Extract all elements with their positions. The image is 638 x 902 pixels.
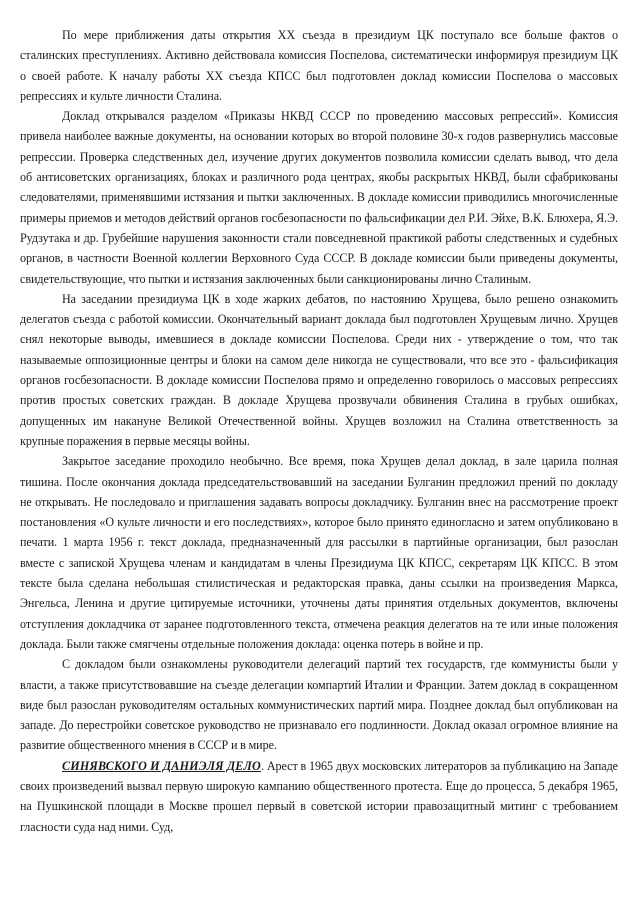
document-page <box>20 25 618 895</box>
article-heading-term: СИНЯВСКОГО И ДАНИЭЛЯ ДЕЛО <box>62 758 261 773</box>
paragraph-6 <box>20 756 618 837</box>
paragraph-2: Доклад открывался разделом «Приказы НКВД СССР по проведению массовых репрессий». Комиссия привела наиболее важные документы, на основании которых во второй половине 30-х годов развернулись массовые репрессии. Проверка следственных дел, изучение других документов позволила комиссии сделать вывод, что дела об антисоветских организациях, блоках и различного рода центрах, якобы раскрытых НКВД, были сфабрикованы следователями, применявшими истязания и пытки заключенных. В докладе комиссии приводились многочисленные примеры приемов и методов действий органов госбезопасности по фальсификации дел Р.И. Эйхе, В.К. Блюхера, Я.Э. Рудзутака и др. Грубейшие нарушения законности стали повседневной практикой работы следственных и судебных органов, в частности Военной коллегии Верховного Суда СССР. В докладе комиссии были приведены документы, свидетельствующие, что пытки и истязания заключенных были санкционированы лично Сталиным. <box>20 109 618 286</box>
paragraph-3: На заседании президиума ЦК в ходе жарких дебатов, по настоянию Хрущева, было решено ознакомить делегатов съезда с работой комиссии. Окончательный вариант доклада был подготовлен Хрущевым лично. Хрущев снял некоторые выводы, имевшиеся в докладе комиссии Поспелова. Среди них - утверждение о том, что так называемые оппозиционные центры и блоки на самом деле никогда не существовали, что все это - фальсификация органов госбезопасности. В докладе комиссии Поспелова прямо и определенно говорилось о массовых репрессиях против простых советских граждан. В докладе Хрущева прозвучали обвинения Сталина в грубых ошибках, допущенных им накануне Великой Отечественной войны. Хрущев возложил на Сталина ответственность за крупные поражения в первые месяцы войны. <box>20 291 618 448</box>
paragraph-5: С докладом были ознакомлены руководители делегаций партий тех государств, где коммунисты были у власти, а также присутствовавшие на съезде делегации компартий Италии и Франции. Затем доклад в сокращенном виде был разослан руководителям остальных коммунистических партий мира. Позднее доклад был опубликован на западе. До перестройки советское руководство не признавало его подлинности. Доклад оказал огромное влияние на развитие общественного мнения в СССР и в мире. <box>20 657 618 753</box>
paragraph-1: По мере приближения даты открытия ХХ съезда в президиум ЦК поступало все больше фактов о сталинских преступлениях. Активно действовала комиссия Поспелова, систематически информируя президиум ЦК о своей работе. К началу работы ХХ съезда КПСС был подготовлен доклад комиссии Поспелова о массовых репрессиях и культе личности Сталина. <box>20 28 618 103</box>
paragraph-4: Закрытое заседание проходило необычно. Все время, пока Хрущев делал доклад, в зале царила полная тишина. После окончания доклада председательствовавший на заседании Булганин предложил прений по докладу не открывать. Не последовало и приглашения задавать вопросы докладчику. Булганин внес на рассмотрение проект постановления «О культе личности и его последствиях», которое было принято единогласно и затем опубликовано в печати. 1 марта 1956 г. текст доклада, предназначенный для рассылки в партийные организации, был разослан вместе с запиской Хрущева членам и кандидатам в члены Президиума ЦК КПСС, секретарям ЦК КПСС. В этом тексте была сделана небольшая стилистическая и редакторская правка, даны ссылки на произведения Маркса, Энгельса, Ленина и другие цитируемые источники, уточнены даты принятия отдельных документов, включены отступления докладчика от заранее подготовленного текста, отмечена реакция делегатов на те или иные положения доклада. Были также смягчены отдельные положения доклада: оценка потерь в войне и пр. <box>20 454 618 651</box>
paragraph-6-text: . Арест в 1965 двух московских литераторов за публикацию на Западе своих произведений вызвал первую широкую кампанию общественного протеста. Еще до процесса, 5 декабря 1965, на Пушкинской площади в Москве прошел первый в советской истории правозащитный митинг с требованием гласности суда над ними. Суд, <box>20 758 618 834</box>
